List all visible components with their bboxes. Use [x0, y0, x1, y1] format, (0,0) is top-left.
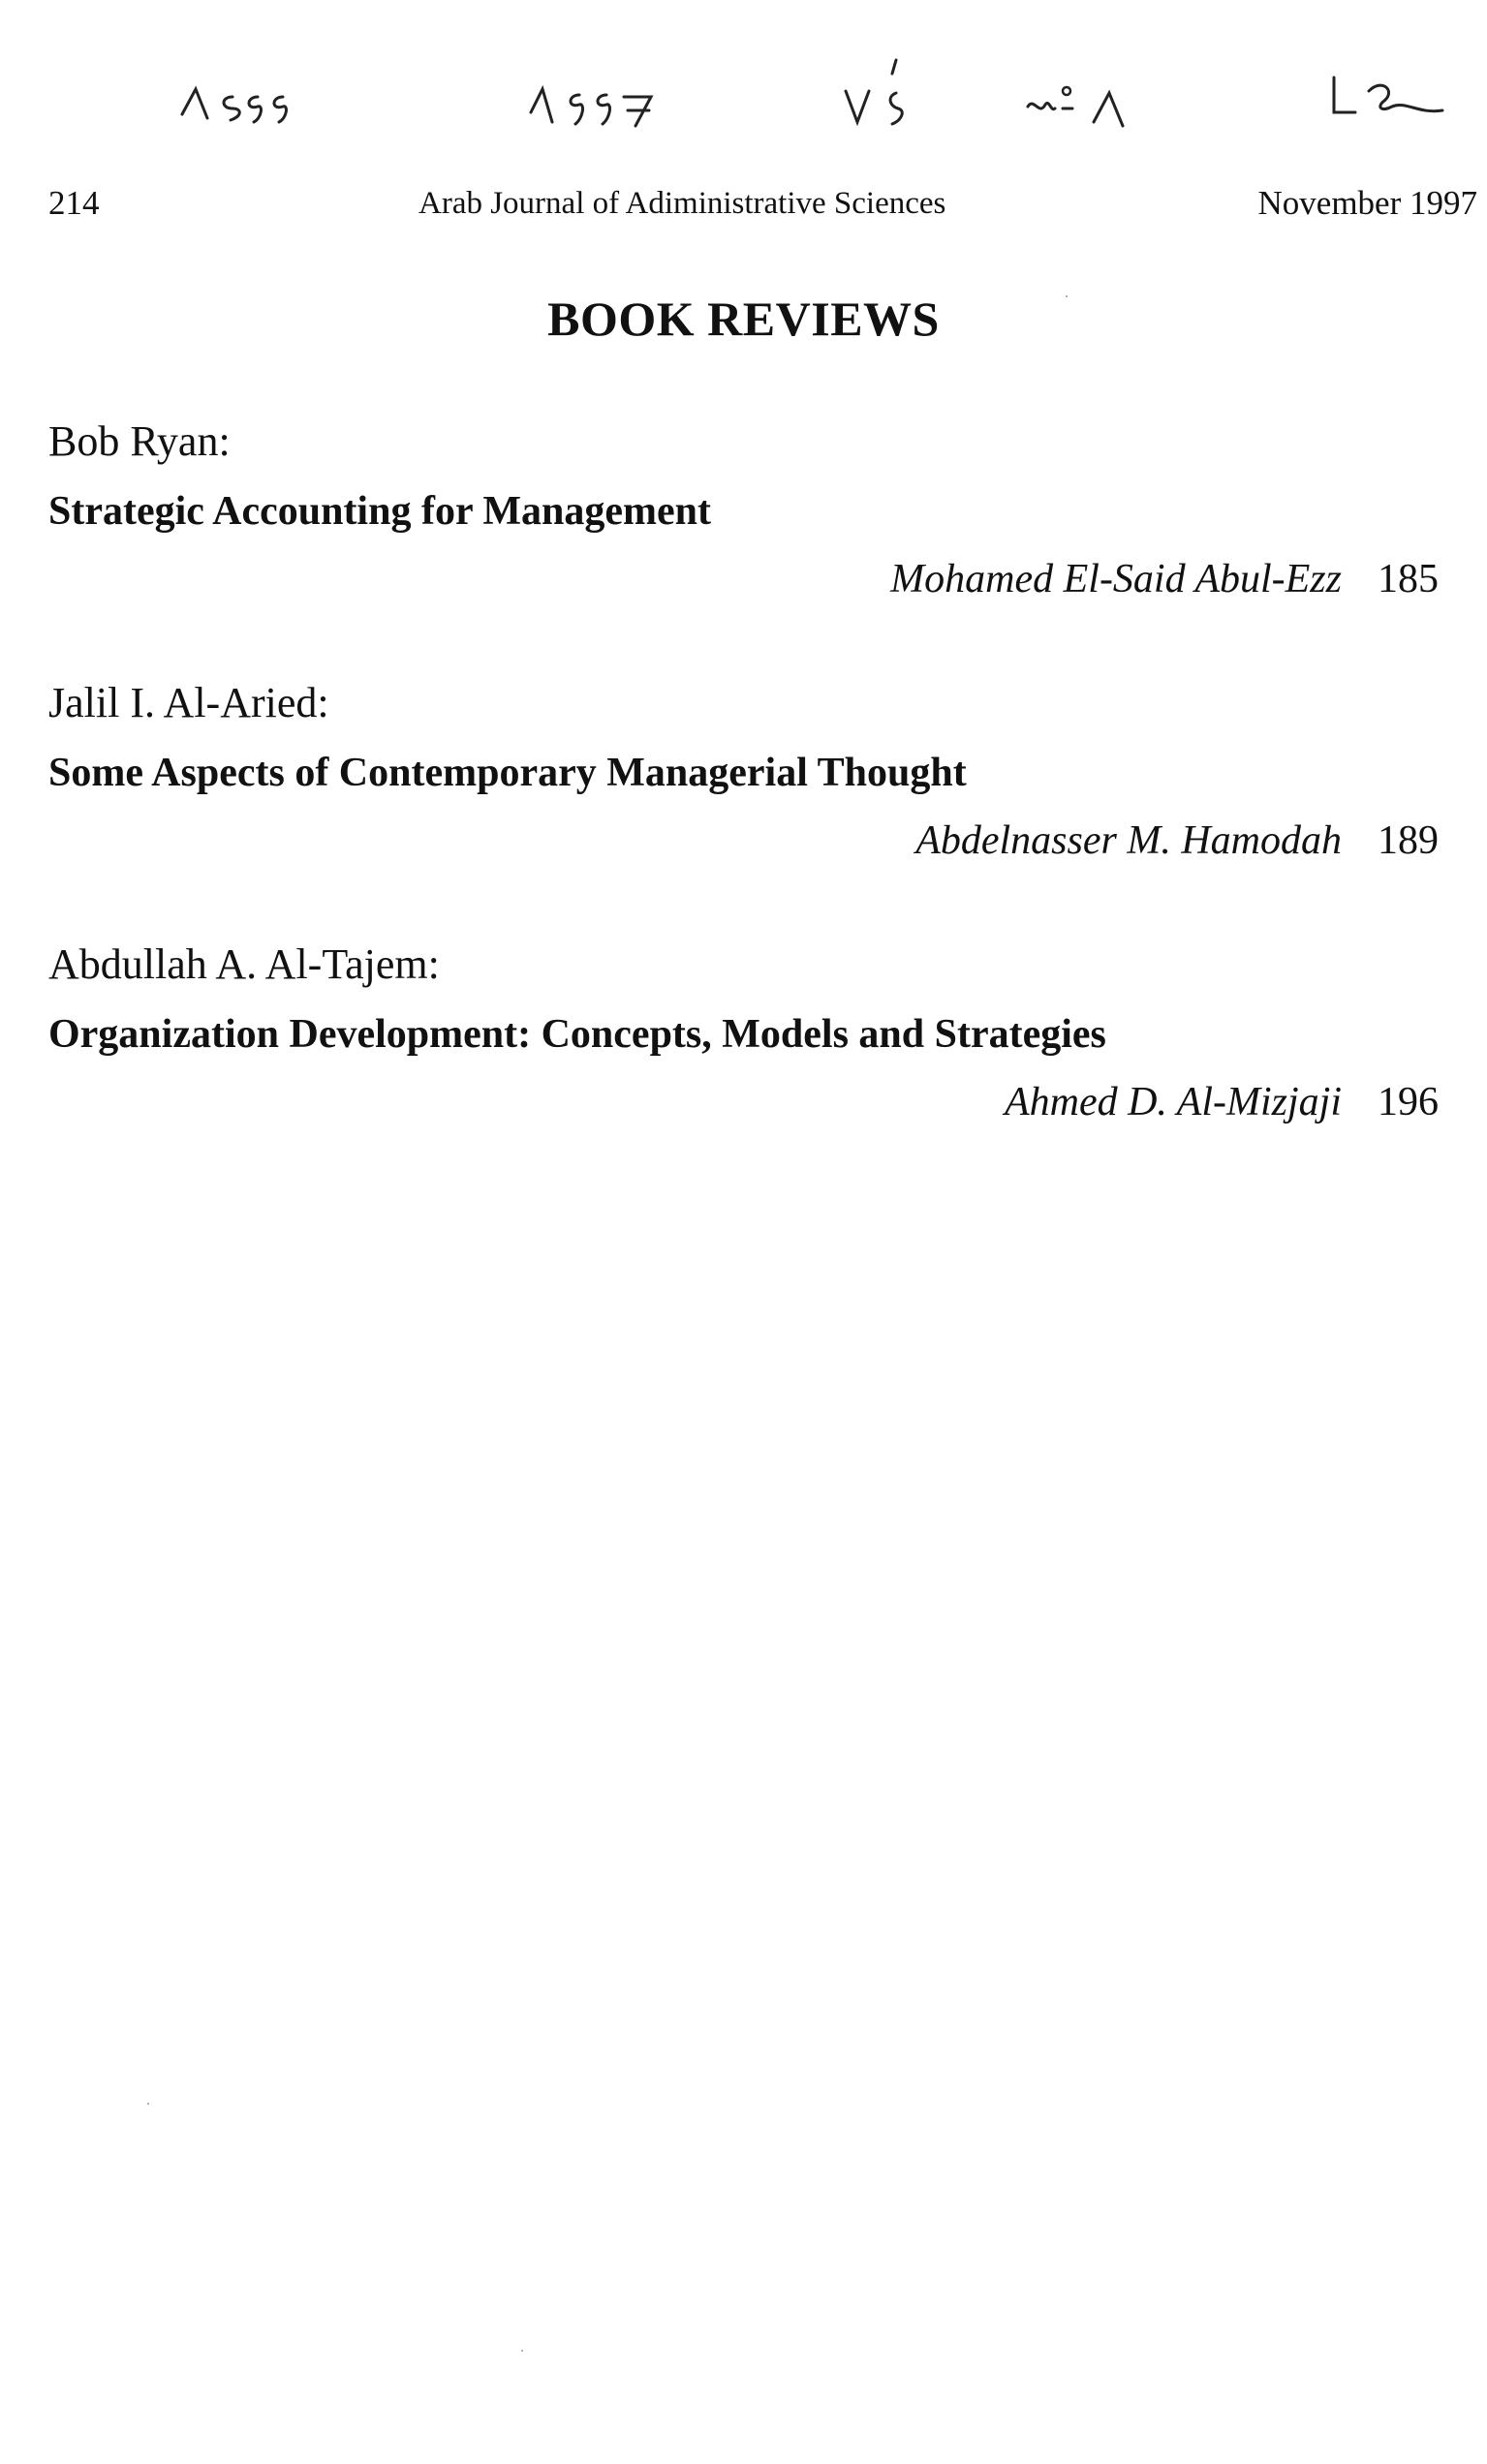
scan-speck: [521, 2350, 523, 2352]
review-page-number: 189: [1378, 818, 1439, 863]
section-title: BOOK REVIEWS: [547, 292, 940, 346]
review-book-author: Bob Ryan:: [48, 417, 231, 465]
review-reference: [48, 816, 1448, 866]
scan-speck: [1066, 295, 1068, 297]
journal-title: Arab Journal of Adiministrative Sciences: [418, 186, 946, 221]
review-book-title: Some Aspects of Contemporary Managerial Thought: [48, 751, 967, 795]
reviewer-name: Mohamed El-Said Abul-Ezz: [890, 557, 1342, 601]
page-number: 214: [48, 184, 100, 222]
review-entry: [48, 939, 1448, 1127]
review-page-number: 185: [1378, 557, 1439, 601]
handwritten-mark-5: [1322, 68, 1448, 126]
review-book-author: Abdullah A. Al-Tajem:: [48, 940, 440, 988]
handwritten-mark-4: [1022, 77, 1138, 136]
review-book-title: Strategic Accounting for Management: [48, 489, 711, 534]
handwritten-mark-1: [174, 68, 300, 136]
reviewer-name: Ahmed D. Al-Mizjaji: [1004, 1080, 1342, 1124]
issue-date: November 1997: [1257, 184, 1477, 222]
handwritten-catalog-notes: [0, 0, 1487, 145]
handwritten-mark-2: [523, 68, 668, 136]
reviewer-name: Abdelnasser M. Hamodah: [915, 818, 1342, 863]
review-page-number: 196: [1378, 1080, 1439, 1124]
review-book-author: Jalil I. Al-Aried:: [48, 679, 329, 726]
review-entry: [48, 678, 1448, 866]
handwritten-mark-3: [838, 48, 925, 136]
review-book-title: Organization Development: Concepts, Models and Strategies: [48, 1012, 1106, 1057]
review-reference: [48, 554, 1448, 604]
review-reference: [48, 1077, 1448, 1127]
review-entry: [48, 416, 1448, 604]
scan-speck: [147, 2103, 149, 2105]
